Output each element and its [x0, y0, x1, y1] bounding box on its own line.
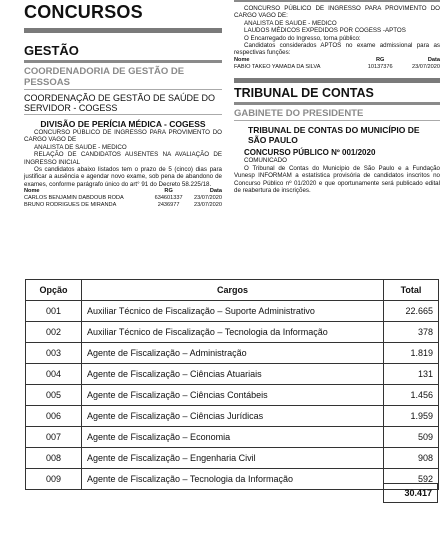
cell-cargo: Agente de Fiscalização – Ciências Jurídicas	[82, 406, 384, 427]
table-row	[26, 448, 439, 469]
col-header: RG	[164, 188, 173, 195]
section-heading: GESTÃO	[24, 43, 79, 58]
divider	[24, 60, 222, 63]
col-header-cargos: Cargos	[82, 280, 384, 301]
paragraph: Candidatos considerados APTOS no exame admissional para as respectivas funções:	[234, 42, 440, 57]
left-column	[24, 0, 222, 209]
coordinadoria-heading: COORDENADORIA DE GESTÃO DE PESSOAS	[24, 66, 222, 90]
cell-opcao: 002	[26, 322, 82, 343]
cell: 2436977	[157, 201, 180, 208]
cell-total: 1.819	[384, 343, 439, 364]
table-row	[26, 322, 439, 343]
col-header: Nome	[234, 56, 250, 63]
comunicado-text: O Tribunal de Contas do Município de São Paulo e a Fundação Vunesp INFORMAM a estatística provisória de candidatos inscritos no Concurso Público nº 01/2020 e que oportunamente será publicado edital de reabertura de inscrições.	[234, 164, 440, 195]
comunicado-label: COMUNICADO	[244, 157, 287, 165]
paragraph: RELAÇÃO DE CANDIDATOS AUSENTES NA AVALIAÇÃO DE INGRESSO INICIAL	[24, 151, 222, 166]
cell-total: 378	[384, 322, 439, 343]
cell-total: 1.456	[384, 385, 439, 406]
divider	[234, 0, 440, 2]
inscritos-table	[25, 279, 439, 490]
cell-cargo: Agente de Fiscalização – Ciências Contábeis	[82, 385, 384, 406]
cell-total: 131	[384, 364, 439, 385]
cell-opcao: 008	[26, 448, 82, 469]
cell-opcao: 007	[26, 427, 82, 448]
cell: FABIO TAKEO YAMADA DA SILVA	[234, 63, 321, 70]
division-heading: DIVISÃO DE PERÍCIA MÉDICA - COGESS	[40, 119, 206, 129]
paragraph: O Encarregado do Ingresso, torna público:	[244, 34, 361, 42]
cell: 10137376	[367, 63, 393, 70]
col-header: RG	[375, 56, 385, 63]
page-title: CONCURSOS	[24, 2, 143, 22]
table-row	[26, 427, 439, 448]
table-row	[26, 406, 439, 427]
cell-cargo: Agente de Fiscalização – Engenharia Civil	[82, 448, 384, 469]
col-header: Data	[427, 56, 440, 63]
cell-cargo: Agente de Fiscalização – Administração	[82, 343, 384, 364]
table-row	[26, 364, 439, 385]
paragraph: CONCURSO PÚBLICO DE INGRESSO PARA PROVIMENTO DO CARGO VAGO DE	[24, 129, 222, 144]
concurso-heading: CONCURSO PÚBLICO Nº 001/2020	[244, 148, 376, 158]
cell-cargo: Agente de Fiscalização – Ciências Atuariais	[82, 364, 384, 385]
paragraph: Os candidatos abaixo listados tem o prazo de 5 (cinco) dias para justificar a ausência e agendar novo exame, sob pena de abandono de exames, conforme parágrafo único do art° 91 do Decreto 58.225/18.	[24, 166, 222, 188]
col-header: Data	[209, 188, 222, 195]
cell: 23/07/2020	[194, 195, 222, 202]
divider	[24, 28, 222, 33]
cell-total: 22.665	[384, 301, 439, 322]
cell-opcao: 001	[26, 301, 82, 322]
cell: 23/07/2020	[412, 63, 440, 70]
absent-candidates-table	[24, 188, 222, 208]
table-row	[26, 385, 439, 406]
cell: 634601337	[154, 195, 183, 202]
right-column	[234, 0, 440, 194]
table-row	[26, 469, 439, 490]
col-header-total: Total	[384, 280, 439, 301]
cell-opcao: 003	[26, 343, 82, 364]
tcm-heading: TRIBUNAL DE CONTAS DO MUNICÍPIO DE SÃO PAULO	[248, 125, 420, 146]
table-row	[26, 301, 439, 322]
cell-total: 908	[384, 448, 439, 469]
cell-opcao: 006	[26, 406, 82, 427]
cell-total: 592	[384, 469, 439, 490]
paragraph: CONCURSO PÚBLICO DE INGRESSO PARA PROVIMENTO DO CARGO VAGO DE:	[234, 5, 440, 20]
cell-total: 509	[384, 427, 439, 448]
coordenacao-heading: COORDENAÇÃO DE GESTÃO DE SAÚDE DO SERVIDOR - COGESS	[24, 93, 222, 115]
cell-opcao: 009	[26, 469, 82, 490]
paragraph: LAUDOS MÉDICOS EXPEDIDOS POR COGESS -APTOS	[244, 27, 406, 35]
grand-total: 30.417	[383, 483, 438, 503]
cell-cargo: Auxiliar Técnico de Fiscalização – Suporte Administrativo	[82, 301, 384, 322]
table-row	[26, 343, 439, 364]
paragraph: ANALISTA DE SAUDE - MEDICO	[34, 143, 127, 151]
apt-candidates-table	[234, 57, 440, 71]
tribunal-heading: TRIBUNAL DE CONTAS	[234, 86, 374, 101]
cell: CARLOS BENJAMIN DABDOUB RODA	[24, 195, 124, 202]
table-row	[24, 202, 222, 209]
divider	[234, 102, 440, 105]
paragraph: ANALISTA DE SAUDE - MEDICO	[244, 19, 337, 27]
cell: 23/07/2020	[194, 201, 222, 208]
cell: BRUNO RODRIGUES DE MIRANDA	[24, 201, 117, 208]
cell-cargo: Agente de Fiscalização – Tecnologia da Informação	[82, 469, 384, 490]
divider	[234, 78, 440, 83]
col-header: Nome	[24, 188, 40, 195]
cell-opcao: 004	[26, 364, 82, 385]
cell-cargo: Auxiliar Técnico de Fiscalização – Tecnologia da Informação	[82, 322, 384, 343]
table-row	[234, 64, 440, 71]
cell-opcao: 005	[26, 385, 82, 406]
gabinete-heading: GABINETE DO PRESIDENTE	[234, 108, 440, 121]
table-row	[24, 195, 222, 202]
cell-cargo: Agente de Fiscalização – Economia	[82, 427, 384, 448]
table-header-row	[26, 280, 439, 301]
col-header-opcao: Opção	[26, 280, 82, 301]
cell-total: 1.959	[384, 406, 439, 427]
